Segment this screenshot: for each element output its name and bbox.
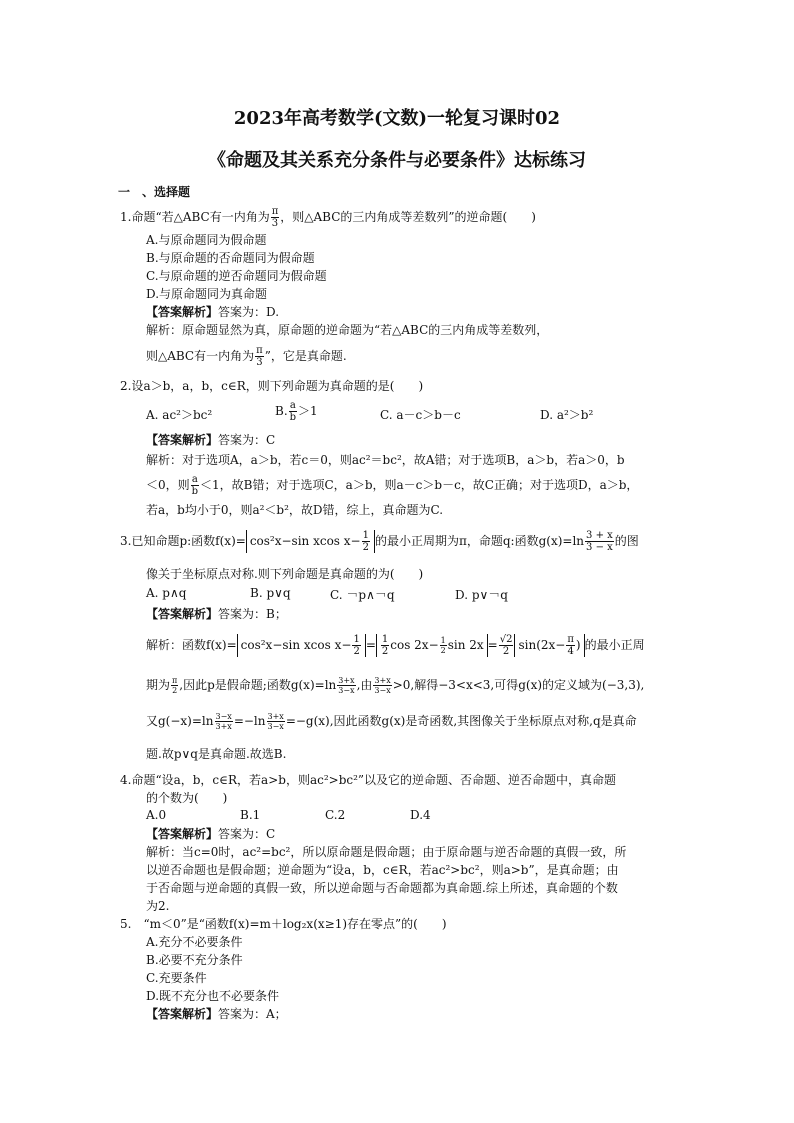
q1-pi-over-3: $\frac{\pi}{3}$ — [271, 206, 279, 229]
q4-explanation-line1: 解析：当c=0时，ac²=bc²，所以原命题是假命题；由于原命题与逆否命题的真假一致，所 — [146, 845, 627, 859]
q2-option-d: D. a²＞b² — [540, 408, 594, 422]
q3-stem-line2: 像关于坐标原点对称.则下列命题是真命题的为( ) — [146, 567, 424, 581]
q1-option-a: A.与原命题同为假命题 — [146, 233, 267, 247]
q2-explanation-line1: 解析：对于选项A，a＞b，若c＝0，则ac²＝bc²，故A错；对于选项B，a＞b，若a＞0，b — [146, 453, 625, 467]
q4-stem-line1: 4.命题“设a，b，c∈R，若a>b，则ac²>bc²”以及它的逆命题、否命题、逆否命题中，真命题 — [120, 773, 617, 787]
q3-option-c: C. ￢p∧￢q — [330, 588, 395, 602]
q2-option-c: C. a－c＞b－c — [380, 408, 461, 422]
q1-stem: 1.命题“若△ABC有一内角为 $\frac{\pi}{3}$ ，则△ABC的三内角成等差数列”的逆命题( ) — [120, 206, 536, 229]
q2-option-a: A. ac²＞bc² — [146, 408, 213, 422]
q3-explanation-line3: 又g(−x)=ln $\frac{3-x}{3+x}$ =−ln $\frac{3+x}{3-x}$ =−g(x),因此函数g(x)是奇函数,其图像关于坐标原点对称,q是真命 — [146, 712, 637, 731]
q5-option-b: B.必要不充分条件 — [146, 953, 243, 967]
q1-option-c: C.与原命题的逆否命题同为假命题 — [146, 269, 327, 283]
q5-stem: 5. “m＜0”是“函数f(x)=m＋log₂x(x≥1)存在零点”的( ) — [120, 917, 447, 931]
q5-answer: 【答案解析】答案为：A； — [146, 1007, 287, 1021]
q3-answer: 【答案解析】答案为：B； — [146, 607, 287, 621]
q3-option-a: A. p∧q — [146, 586, 187, 600]
q3-option-b: B. p∨q — [250, 586, 291, 600]
q2-explanation-line2: ＜0，则 $\frac{a}{b}$ ＜1，故B错；对于选项C，a＞b，则a－c＞b－c，故C正确；对于选项D，a＞b， — [146, 474, 639, 497]
q3-stem-line1: 3.已知命题p:函数f(x)= cos²x−sin xcos x− $\frac{1}{2}$ 的最小正周期为π，命题q:函数g(x)=ln $\frac{3 + x}{3 - x}$ 的图 — [120, 530, 639, 553]
q1-explanation-line1: 解析：原命题显然为真，原命题的逆命题为“若△ABC的三内角成等差数列， — [146, 323, 549, 337]
q2-option-b: B. $\frac{a}{b}$ ＞1 — [275, 400, 318, 423]
q5-option-a: A.充分不必要条件 — [146, 935, 243, 949]
q4-explanation-line3: 于否命题与逆命题的真假一致，所以逆命题与否命题都为真命题.综上所述，真命题的个数 — [146, 881, 618, 895]
section-heading: 一 、选择题 — [118, 185, 191, 199]
q4-option-c: C.2 — [325, 808, 346, 822]
q4-explanation-line4: 为2. — [146, 899, 170, 913]
q2-answer: 【答案解析】答案为：C — [146, 433, 276, 447]
q1-explanation-line2: 则△ABC有一内角为 $\frac{\pi}{3}$ ”，它是真命题. — [146, 345, 347, 368]
q4-option-a: A.0 — [146, 808, 167, 822]
q4-stem-line2: 的个数为( ) — [146, 791, 228, 805]
q1-option-b: B.与原命题的否命题同为假命题 — [146, 251, 315, 265]
document-title-line1: 2023年高考数学(文数)一轮复习课时02 — [233, 108, 561, 129]
q5-option-d: D.既不充分也不必要条件 — [146, 989, 280, 1003]
q3-explanation-line4: 题.故p∨q是真命题.故选B. — [146, 747, 287, 761]
q3-explanation-line1: 解析：函数f(x)= cos²x−sin xcos x− $\frac{1}{2}$ = $\frac{1}{2}$ cos 2x− $\frac{1}{2}$ sin 2x = $\frac{√2}{2}$ sin(2x− $\frac{\pi}{4}$ ) 的最小正周 — [146, 634, 645, 657]
q5-option-c: C.充要条件 — [146, 971, 207, 985]
document-title-line2: 《命题及其关系充分条件与必要条件》达标练习 — [208, 150, 586, 171]
q3-explanation-line2: 期为 $\frac{\pi}{2}$ ,因此p是假命题;函数g(x)=ln $\frac{3+x}{3-x}$ ,由 $\frac{3+x}{3-x}$ >0,解得−3<x<3,可得g(x)的定义域为(−3,3), — [146, 676, 645, 695]
q1-option-d: D.与原命题同为真命题 — [146, 287, 268, 301]
q2-explanation-line3: 若a，b均小于0，则a²＜b²，故D错，综上，真命题为C. — [146, 503, 444, 517]
q4-option-b: B.1 — [240, 808, 261, 822]
q1-answer: 【答案解析】答案为：D. — [146, 305, 280, 319]
q2-stem: 2.设a＞b，a，b，c∈R，则下列命题为真命题的是( ) — [120, 379, 424, 393]
q4-option-d: D.4 — [410, 808, 431, 822]
q3-option-d: D. p∨￢q — [455, 588, 508, 602]
q4-explanation-line2: 以逆否命题也是假命题；逆命题为“设a，b，c∈R，若ac²>bc²，则a>b”，是真命题；由 — [146, 863, 619, 877]
q4-answer: 【答案解析】答案为：C — [146, 827, 276, 841]
